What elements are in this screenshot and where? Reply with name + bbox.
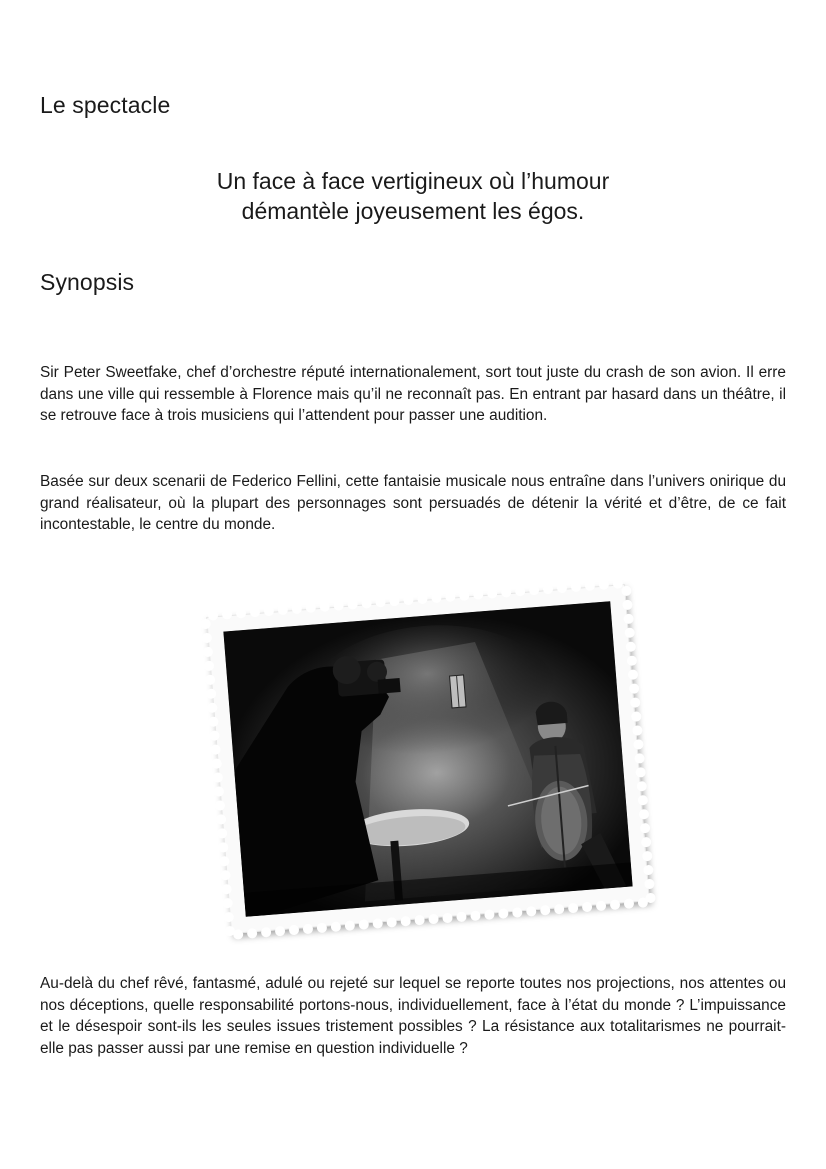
stamp-perforation <box>641 837 652 848</box>
stamp-perforation <box>344 920 355 931</box>
stamp-perforation <box>442 913 453 924</box>
stamp-perforation <box>636 781 647 792</box>
stamp-perforation <box>498 908 509 919</box>
stamp-perforation <box>629 683 640 694</box>
stamp-perforation <box>623 613 634 624</box>
stamp-perforation <box>484 909 495 920</box>
photo-camera-and-cellist <box>223 601 632 917</box>
stamp-perforation <box>317 922 328 933</box>
synopsis-paragraph-1: Sir Peter Sweetfake, chef d’orchestre réputé internationalement, sort tout juste du crash de son avion. Il erre dans une ville qui ressemble à Florence mais qu’il ne reconnaît pas. En entrant par hasard dans un théâtre, il se retrouve face à trois musiciens qui l’attendent pour passer une audition. <box>40 364 786 424</box>
stamp-perforation <box>554 904 565 915</box>
stamp-perforation <box>621 586 632 597</box>
stamp-perforation <box>624 898 635 909</box>
stamp-perforation <box>582 902 593 913</box>
stamp-perforation <box>644 879 655 890</box>
stamp-perforation <box>456 911 467 922</box>
stamp-perforation <box>625 641 636 652</box>
synopsis-paragraph-2: Basée sur deux scenarii de Federico Fellini, cette fantaisie musicale nous entraîne dans l’univers onirique du grand réalisateur, où la plupart des personnages sont persuadés de détenir la vérité et d’être, de ce fait incontestable, le centre du monde. <box>40 473 786 533</box>
stamp-perforation <box>568 903 579 914</box>
stamp-perforation <box>622 599 633 610</box>
stamp-perforation <box>596 900 607 911</box>
stamp-perforation <box>275 926 286 937</box>
tagline <box>0 166 826 226</box>
stamp-perforation <box>331 921 342 932</box>
tagline-line-2: démantèle joyeusement les égos. <box>241 198 585 224</box>
stamp-perforation <box>526 906 537 917</box>
stamp-perforation <box>624 627 635 638</box>
stamp-perforation <box>634 753 645 764</box>
stamp-perforation <box>638 795 649 806</box>
stamp-perforation <box>640 823 651 834</box>
stamp-perforation <box>261 927 272 938</box>
stamp-perforation <box>400 916 411 927</box>
stamp-perforation <box>303 924 314 935</box>
photo-image <box>223 601 632 917</box>
stamp-perforation <box>632 725 643 736</box>
stamp-perforation <box>386 917 397 928</box>
stamp-perforation <box>358 919 369 930</box>
stamp-perforation <box>289 925 300 936</box>
stamp-perforation <box>635 767 646 778</box>
stamp-perforation <box>627 655 638 666</box>
stamp-perforation <box>428 914 439 925</box>
stamp-perforation <box>628 669 639 680</box>
stamp-photo <box>206 584 650 934</box>
stamp-perforation <box>639 809 650 820</box>
stamp-perforation <box>630 697 641 708</box>
stamp-perforation <box>372 918 383 929</box>
stamp-perforation <box>610 899 621 910</box>
stamp-perforation <box>643 865 654 876</box>
closing-paragraph: Au-delà du chef rêvé, fantasmé, adulé ou rejeté sur lequel se reporte toutes nos projections, nos attentes ou nos déceptions, quelle responsabilité portons-nous, individuellement, face à l’état du monde ? L’impuissance et le désespoir sont-ils les seules issues tristement possibles ? La résistance aux totalitarismes ne pourrait-elle pas passer aussi par une remise en question individuelle ? <box>40 975 786 1057</box>
stamp-perforation <box>470 910 481 921</box>
stamp-perforation <box>645 893 656 904</box>
stamp-perforation <box>642 851 653 862</box>
stamp-perforation <box>512 907 523 918</box>
section-heading-synopsis: Synopsis <box>40 269 135 295</box>
tagline-line-1: Un face à face vertigineux où l’humour <box>216 168 610 194</box>
stamp-perforation <box>414 915 425 926</box>
stamp-perforation <box>631 711 642 722</box>
stamp-perforation <box>247 928 258 939</box>
section-heading-spectacle: Le spectacle <box>40 92 171 118</box>
stamp-perforation <box>540 905 551 916</box>
stamp-perforation <box>633 739 644 750</box>
